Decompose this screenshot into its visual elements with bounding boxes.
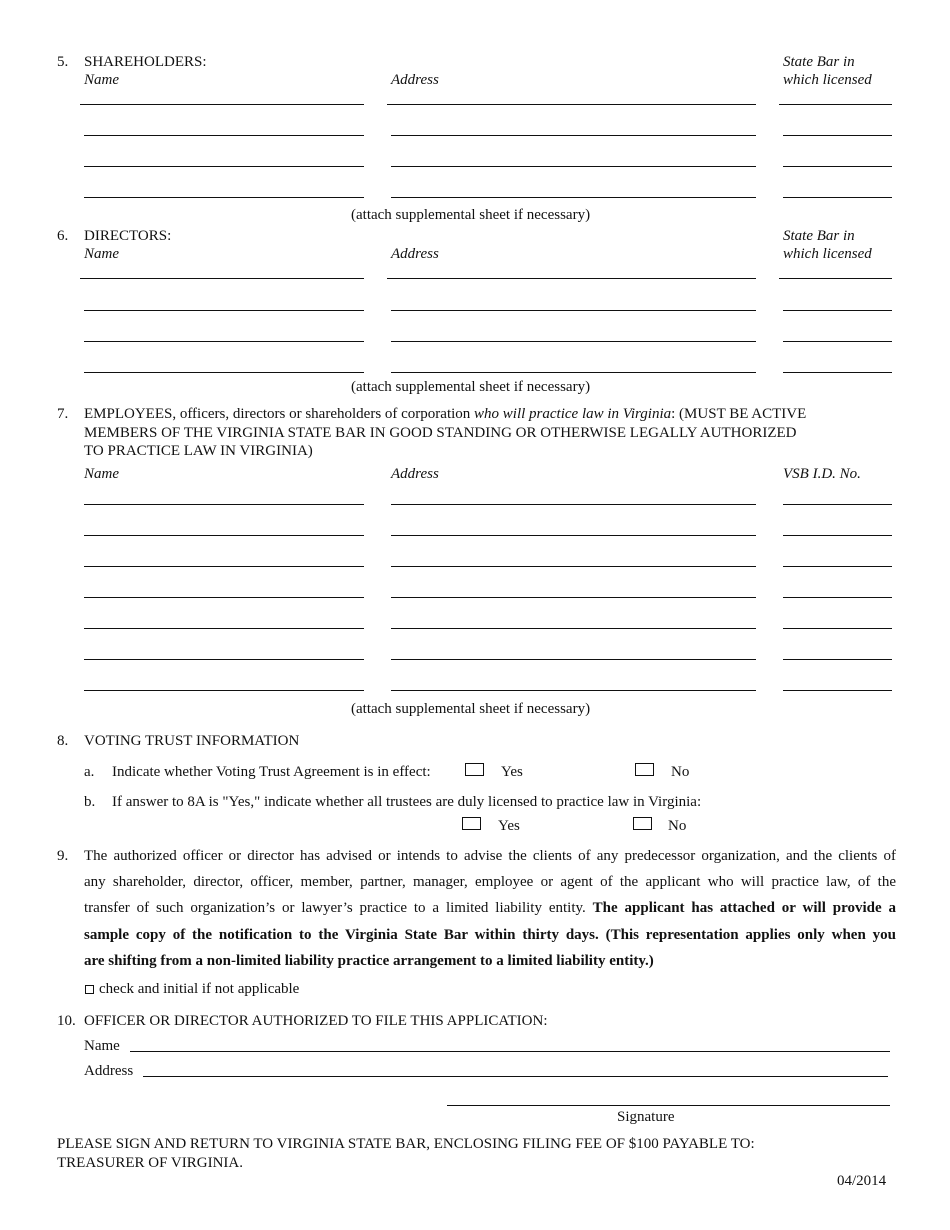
section-10-title: OFFICER OR DIRECTOR AUTHORIZED TO FILE THIS APPLICATION: — [84, 1013, 548, 1029]
employee-address-field-2[interactable] — [391, 535, 756, 536]
section-9-line5: are shifting from a non-limited liability practice arrangement to a limited liability entity.) — [84, 953, 654, 969]
employee-name-field-7[interactable] — [84, 690, 364, 691]
employee-address-field-6[interactable] — [391, 659, 756, 660]
director-name-field-3[interactable] — [84, 341, 364, 342]
employee-name-field-2[interactable] — [84, 535, 364, 536]
section-9-line2: any shareholder, director, officer, member, partner, manager, employee or agent of the applicant who will practice law, of the — [84, 874, 896, 890]
section-9-number: 9. — [57, 848, 69, 864]
director-address-field-4[interactable] — [391, 372, 756, 373]
signature-field[interactable] — [447, 1105, 890, 1106]
director-address-field-3[interactable] — [391, 341, 756, 342]
employee-name-field-4[interactable] — [84, 597, 364, 598]
not-applicable-label: check and initial if not applicable — [99, 981, 300, 997]
shareholder-name-field-1[interactable] — [80, 104, 364, 105]
section-7-intro-part1: EMPLOYEES, officers, directors or shareholders of corporation — [84, 406, 475, 422]
section-7-intro-line1 — [84, 405, 806, 423]
director-name-field-2[interactable] — [84, 310, 364, 311]
section-10-number: 10. — [57, 1013, 76, 1029]
section-6-number: 6. — [57, 228, 69, 244]
shareholder-address-field-2[interactable] — [391, 135, 756, 136]
officer-address-field[interactable] — [143, 1076, 888, 1077]
section-9-line3-normal: transfer of such organization’s or lawyer’s practice to a limited liability entity. — [84, 900, 593, 916]
section-7-address-header: Address — [391, 466, 439, 482]
employee-vsb-id-field-1[interactable] — [783, 504, 892, 505]
director-name-field-1[interactable] — [80, 278, 364, 279]
section-6-bar-header-line2: which licensed — [783, 246, 872, 262]
section-6-name-header: Name — [84, 246, 119, 262]
employee-vsb-id-field-5[interactable] — [783, 628, 892, 629]
voting-trust-yes-checkbox[interactable] — [465, 763, 484, 776]
employee-name-field-6[interactable] — [84, 659, 364, 660]
section-9-line3 — [84, 899, 896, 917]
return-instructions-line2: TREASURER OF VIRGINIA. — [57, 1155, 243, 1171]
trustees-licensed-no-label: No — [668, 818, 687, 834]
signature-label: Signature — [617, 1109, 675, 1125]
form-revision-date: 04/2014 — [837, 1173, 887, 1189]
section-7-intro-line2: MEMBERS OF THE VIRGINIA STATE BAR IN GOOD STANDING OR OTHERWISE LEGALLY AUTHORIZED — [84, 425, 797, 441]
section-7-intro-italic: who will practice law in Virginia — [474, 406, 672, 422]
shareholder-bar-field-3[interactable] — [783, 166, 892, 167]
return-instructions-line1: PLEASE SIGN AND RETURN TO VIRGINIA STATE BAR, ENCLOSING FILING FEE OF $100 PAYABLE TO: — [57, 1136, 755, 1152]
section-8a-label: a. — [84, 764, 95, 780]
shareholder-address-field-4[interactable] — [391, 197, 756, 198]
section-6-title: DIRECTORS: — [84, 228, 172, 244]
employee-address-field-3[interactable] — [391, 566, 756, 567]
section-5-title: SHAREHOLDERS: — [84, 54, 207, 70]
employee-name-field-5[interactable] — [84, 628, 364, 629]
section-7-id-header: VSB I.D. No. — [783, 466, 861, 482]
not-applicable-row — [85, 980, 299, 998]
shareholder-name-field-3[interactable] — [84, 166, 364, 167]
not-applicable-checkbox[interactable] — [85, 985, 94, 994]
employee-address-field-1[interactable] — [391, 504, 756, 505]
employee-vsb-id-field-4[interactable] — [783, 597, 892, 598]
trustees-licensed-no-checkbox[interactable] — [633, 817, 652, 830]
employee-vsb-id-field-7[interactable] — [783, 690, 892, 691]
voting-trust-no-checkbox[interactable] — [635, 763, 654, 776]
section-6-note: (attach supplemental sheet if necessary) — [351, 379, 591, 395]
section-7-note: (attach supplemental sheet if necessary) — [351, 701, 591, 717]
director-name-field-4[interactable] — [84, 372, 364, 373]
employee-name-field-3[interactable] — [84, 566, 364, 567]
section-7-intro-line3: TO PRACTICE LAW IN VIRGINIA) — [84, 443, 313, 459]
shareholder-name-field-2[interactable] — [84, 135, 364, 136]
section-5-name-header: Name — [84, 72, 119, 88]
trustees-licensed-yes-checkbox[interactable] — [462, 817, 481, 830]
director-address-field-1[interactable] — [387, 278, 756, 279]
employee-vsb-id-field-2[interactable] — [783, 535, 892, 536]
employee-name-field-1[interactable] — [84, 504, 364, 505]
shareholder-bar-field-2[interactable] — [783, 135, 892, 136]
section-6-bar-header-line1: State Bar in — [783, 228, 855, 244]
officer-address-label: Address — [84, 1063, 134, 1079]
voting-trust-yes-label: Yes — [501, 764, 523, 780]
section-8b-question: If answer to 8A is "Yes," indicate whether all trustees are duly licensed to practice law in Virginia: — [112, 794, 702, 810]
employee-address-field-5[interactable] — [391, 628, 756, 629]
director-bar-field-2[interactable] — [783, 310, 892, 311]
director-bar-field-3[interactable] — [783, 341, 892, 342]
officer-name-label: Name — [84, 1038, 120, 1054]
section-5-address-header: Address — [391, 72, 439, 88]
director-address-field-2[interactable] — [391, 310, 756, 311]
section-5-number: 5. — [57, 54, 69, 70]
section-8-number: 8. — [57, 733, 69, 749]
section-5-bar-header-line2: which licensed — [783, 72, 872, 88]
section-8a-question: Indicate whether Voting Trust Agreement is in effect: — [112, 764, 431, 780]
section-8-title: VOTING TRUST INFORMATION — [84, 733, 300, 749]
employee-address-field-7[interactable] — [391, 690, 756, 691]
shareholder-address-field-3[interactable] — [391, 166, 756, 167]
shareholder-address-field-1[interactable] — [387, 104, 756, 105]
section-7-intro-part2: : (MUST BE ACTIVE — [671, 406, 807, 422]
director-bar-field-1[interactable] — [779, 278, 892, 279]
section-5-bar-header-line1: State Bar in — [783, 54, 855, 70]
section-7-name-header: Name — [84, 466, 119, 482]
employee-vsb-id-field-3[interactable] — [783, 566, 892, 567]
employee-vsb-id-field-6[interactable] — [783, 659, 892, 660]
voting-trust-no-label: No — [671, 764, 690, 780]
trustees-licensed-yes-label: Yes — [498, 818, 520, 834]
section-6-address-header: Address — [391, 246, 439, 262]
director-bar-field-4[interactable] — [783, 372, 892, 373]
employee-address-field-4[interactable] — [391, 597, 756, 598]
section-9-line3-bold: The applicant has attached or will provide a — [592, 900, 897, 916]
shareholder-name-field-4[interactable] — [84, 197, 364, 198]
officer-name-field[interactable] — [130, 1051, 890, 1052]
section-5-note: (attach supplemental sheet if necessary) — [351, 207, 591, 223]
shareholder-bar-field-4[interactable] — [783, 197, 892, 198]
section-9-line1: The authorized officer or director has advised or intends to advise the clients of any predecessor organization, and the clients of — [84, 848, 896, 864]
section-9-line4: sample copy of the notification to the Virginia State Bar within thirty days. (This representation applies only when you — [84, 927, 896, 943]
shareholder-bar-field-1[interactable] — [779, 104, 892, 105]
section-8b-label: b. — [84, 794, 96, 810]
section-7-number: 7. — [57, 406, 69, 422]
